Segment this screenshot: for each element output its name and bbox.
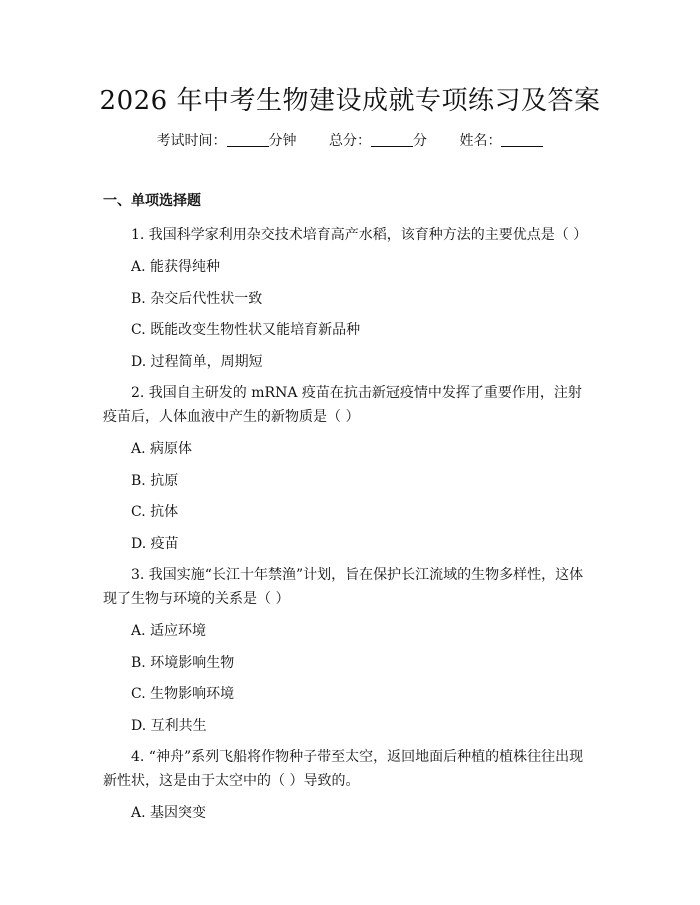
- question-stem: 2. 我国自主研发的 mRNA 疫苗在抗击新冠疫情中发挥了重要作用，注射疫苗后，人体血液中产生的新物质是（ ）: [103, 385, 582, 425]
- answer-option: A. 病原体: [131, 441, 193, 457]
- total-score-label: 总分：: [329, 133, 371, 149]
- question-stem: 1. 我国科学家利用杂交技术培育高产水稻，该育种方法的主要优点是（ ）: [131, 227, 588, 243]
- page-title: 2026 年中考生物建设成就专项练习及答案: [99, 86, 601, 116]
- question-stem: 4. “神舟”系列飞船将作物种子带至太空，返回地面后种植的植株往往出现新性状，这是由于太空中的（ ）导致的。: [103, 749, 584, 789]
- exam-time-field: [157, 130, 297, 150]
- question-list: [103, 223, 595, 833]
- total-score-field: [329, 130, 427, 150]
- question-stem: 3. 我国实施“长江十年禁渔”计划，旨在保护长江流域的生物多样性，这体现了生物与环境的关系是（ ）: [103, 567, 584, 607]
- name-label: 姓名：: [459, 133, 502, 149]
- name-field: [459, 130, 543, 150]
- section-title: 一、单项选择题: [103, 193, 201, 209]
- answer-option: A. 适应环境: [131, 623, 207, 639]
- name-blank: [501, 134, 543, 147]
- answer-option: C. 抗体: [131, 504, 179, 520]
- answer-option: A. 基因突变: [131, 805, 207, 821]
- exam-meta: [0, 130, 700, 150]
- answer-option: A. 能获得纯种: [131, 259, 221, 275]
- answer-option: C. 生物影响环境: [131, 686, 235, 702]
- answer-option: C. 既能改变生物性状又能培育新品种: [131, 322, 361, 338]
- answer-option: B. 抗原: [131, 472, 179, 489]
- total-score-blank: [371, 134, 413, 147]
- answer-option: D. 互利共生: [131, 717, 207, 734]
- answer-option: D. 过程简单，周期短: [131, 353, 263, 370]
- answer-option: B. 环境影响生物: [131, 654, 235, 671]
- exam-time-blank: [227, 134, 269, 147]
- answer-option: B. 杂交后代性状一致: [131, 290, 263, 307]
- exam-time-unit: 分钟: [268, 133, 297, 149]
- total-score-unit: 分: [413, 133, 427, 149]
- exam-time-label: 考试时间：: [156, 133, 227, 149]
- answer-option: D. 疫苗: [131, 535, 179, 552]
